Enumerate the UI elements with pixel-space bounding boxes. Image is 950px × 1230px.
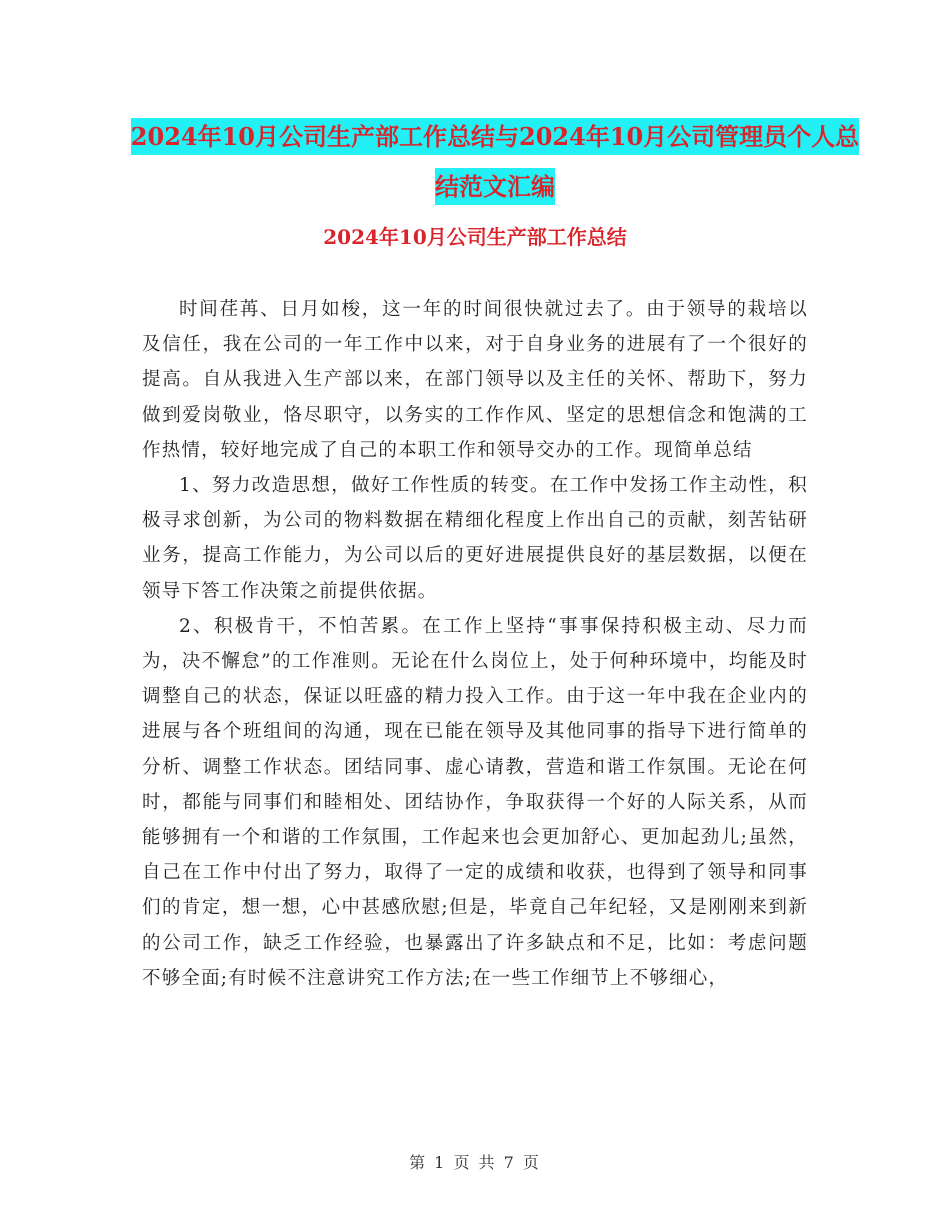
paragraph-item-1: 1、努力改造思想，做好工作性质的转变。在工作中发扬工作主动性，积极寻求创新，为公司的物料数据在精细化程度上作出自己的贡献，刻苦钻研业务，提高工作能力，为公司以后的更好进展提供良好的基层数据，以便在领导下答工作决策之前提供依据。 xyxy=(142,475,808,602)
paragraph-item-2: 2、积极肯干，不怕苦累。在工作上坚持“事事保持积极主动、尽力而为，决不懈怠”的工作准则。无论在什么岗位上，处于何种环境中，均能及时调整自己的状态，保证以旺盛的精力投入工作。由于这一年中我在企业内的进展与各个班组间的沟通，现在已能在领导及其他同事的指导下进行简单的分析、调整工作状态。团结同事、虚心请教，营造和谐工作氛围。无论在何时，都能与同事们和睦相处、团结协作，争取获得一个好的人际关系，从而能够拥有一个和谐的工作氛围，工作起来也会更加舒心、更加起劲儿;虽然，自己在工作中付出了努力，取得了一定的成绩和收获，也得到了领导和同事们的肯定，想一想，心中甚感欣慰;但是，毕竟自己年纪轻，又是刚刚来到新的公司工作，缺乏工作经验，也暴露出了许多缺点和不足，比如：考虑问题不够全面;有时候不注意讲究工作方法;在一些工作细节上不够细心， xyxy=(142,615,808,989)
paragraph-intro: 时间荏苒、日月如梭，这一年的时间很快就过去了。由于领导的栽培以及信任，我在公司的一年工作中以来，对于自身业务的进展有了一个很好的提高。自从我进入生产部以来，在部门领导以及主任的关怀、帮助下，努力做到爱岗敬业，恪尽职守，以务实的工作作风、坚定的思想信念和饱满的工作热情，较好地完成了自己的本职工作和领导交办的工作。现简单总结 xyxy=(142,299,808,461)
page-footer: 第 1 页 共 7 页 xyxy=(409,1153,541,1172)
document-title-text: 2024年10月公司生产部工作总结与2024年10月公司管理员个人总结范文汇编 xyxy=(131,118,859,205)
document-title xyxy=(120,112,870,212)
section-heading: 2024年10月公司生产部工作总结 xyxy=(323,225,627,249)
document-body xyxy=(142,292,808,996)
